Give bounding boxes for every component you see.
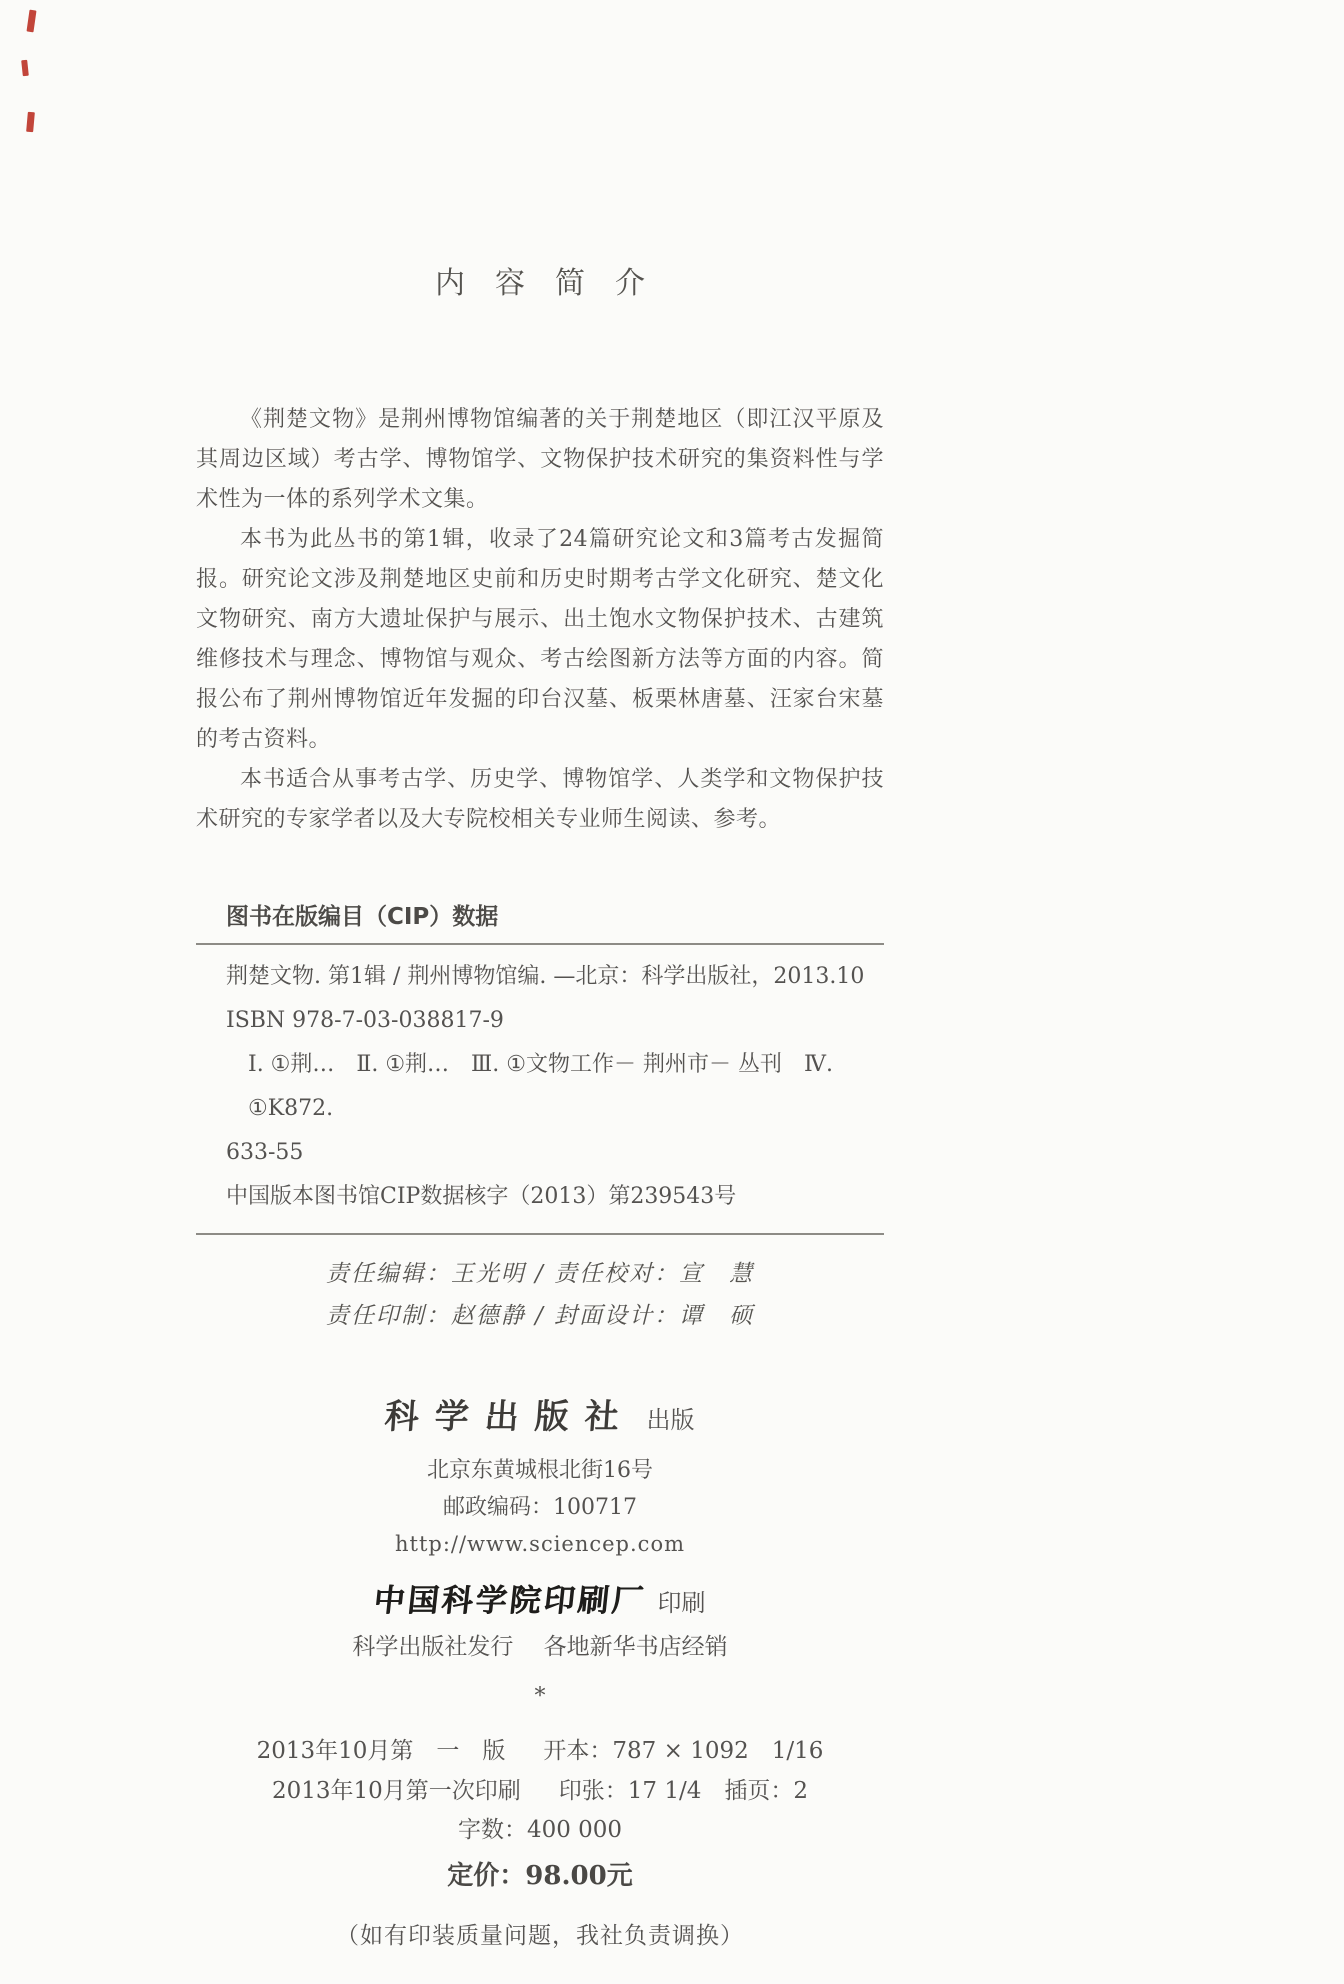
credits-section xyxy=(196,1253,884,1337)
page-title: 内 容 简 介 xyxy=(435,266,645,301)
credit-print-design-line: 责任印制：赵德静 / 封面设计：谭 硕 xyxy=(325,1303,755,1329)
printer-logo-line xyxy=(196,1575,884,1620)
printing-house-logo: 中国科学院印刷厂 xyxy=(372,1583,648,1619)
edition-row-2 xyxy=(196,1771,884,1811)
separator-star: * xyxy=(534,1684,546,1709)
word-count: 字数：400 000 xyxy=(457,1817,623,1843)
red-scan-mark xyxy=(27,10,37,33)
publisher-website: http://www.sciencep.com xyxy=(394,1532,685,1556)
intro-paragraph-3: 本书适合从事考古学、历史学、博物馆学、人类学和文物保护技术研究的专家学者以及大专院校相关专业师生阅读、参考。 xyxy=(196,767,884,832)
cip-isbn-line: ISBN 978-7-03-038817-9 xyxy=(226,1008,504,1033)
intro-paragraph-2: 本书为此丛书的第1辑，收录了24篇研究论文和3篇考古发掘简报。研究论文涉及荆楚地区史前和历史时期考古学文化研究、楚文化文物研究、南方大遗址保护与展示、出土饱水文物保护技术、古建筑维修技术与理念、博物馆与观众、考古绘图新方法等方面的内容。简报公布了荆州博物馆近年发掘的印台汉墓、板栗林唐墓、汪家台宋墓的考古资料。 xyxy=(196,527,884,752)
print-label: 印刷 xyxy=(657,1589,706,1617)
publisher-logo-line xyxy=(196,1389,884,1438)
format-spec: 开本：787 × 1092 1/16 xyxy=(543,1738,824,1764)
cip-section xyxy=(196,898,884,1235)
sheets-inserts: 印张：17 1/4 插页：2 xyxy=(558,1778,809,1804)
publisher-address: 北京东黄城根北街16号 xyxy=(427,1458,653,1483)
publisher-section xyxy=(196,1389,884,1709)
cip-class-number-line: 633-55 xyxy=(226,1140,304,1165)
red-scan-mark xyxy=(21,60,29,77)
cip-bibliography-line: 荆楚文物. 第1辑 / 荆州博物馆编. —北京：科学出版社，2013.10 xyxy=(226,964,865,989)
intro-section xyxy=(196,400,884,840)
intro-paragraph-1: 《荆楚文物》是荆州博物馆编著的关于荆楚地区（即江汉平原及其周边区域）考古学、博物馆学、文物保护技术研究的集资料性与学术性为一体的系列学术文集。 xyxy=(196,407,884,512)
science-press-logo: 科学出版社 xyxy=(383,1397,637,1437)
price: 定价：98.00元 xyxy=(447,1861,633,1891)
cip-header: 图书在版编目（CIP）数据 xyxy=(226,904,499,930)
divider-rule-bottom xyxy=(196,1233,884,1235)
cip-record-number-line: 中国版本图书馆CIP数据核字（2013）第239543号 xyxy=(226,1184,737,1209)
red-scan-mark xyxy=(26,112,35,133)
cip-lines xyxy=(196,945,884,1233)
quality-note: （如有印装质量问题，我社负责调换） xyxy=(336,1923,744,1949)
page-content xyxy=(196,0,884,1955)
publisher-postcode: 邮政编码：100717 xyxy=(443,1495,637,1520)
edition-date: 2013年10月第 一 版 xyxy=(256,1738,506,1764)
publish-label: 出版 xyxy=(646,1406,695,1434)
edition-row-1 xyxy=(196,1731,884,1771)
distribution-line: 科学出版社发行 各地新华书店经销 xyxy=(352,1634,728,1660)
printing-date: 2013年10月第一次印刷 xyxy=(271,1778,521,1804)
credit-editor-line: 责任编辑：王光明 / 责任校对：宣 慧 xyxy=(325,1261,755,1287)
edition-section xyxy=(196,1731,884,1955)
cip-classification-line: Ⅰ. ①荆… Ⅱ. ①荆… Ⅲ. ①文物工作－ 荆州市－ 丛刊 Ⅳ. ①K872. xyxy=(248,1052,833,1121)
